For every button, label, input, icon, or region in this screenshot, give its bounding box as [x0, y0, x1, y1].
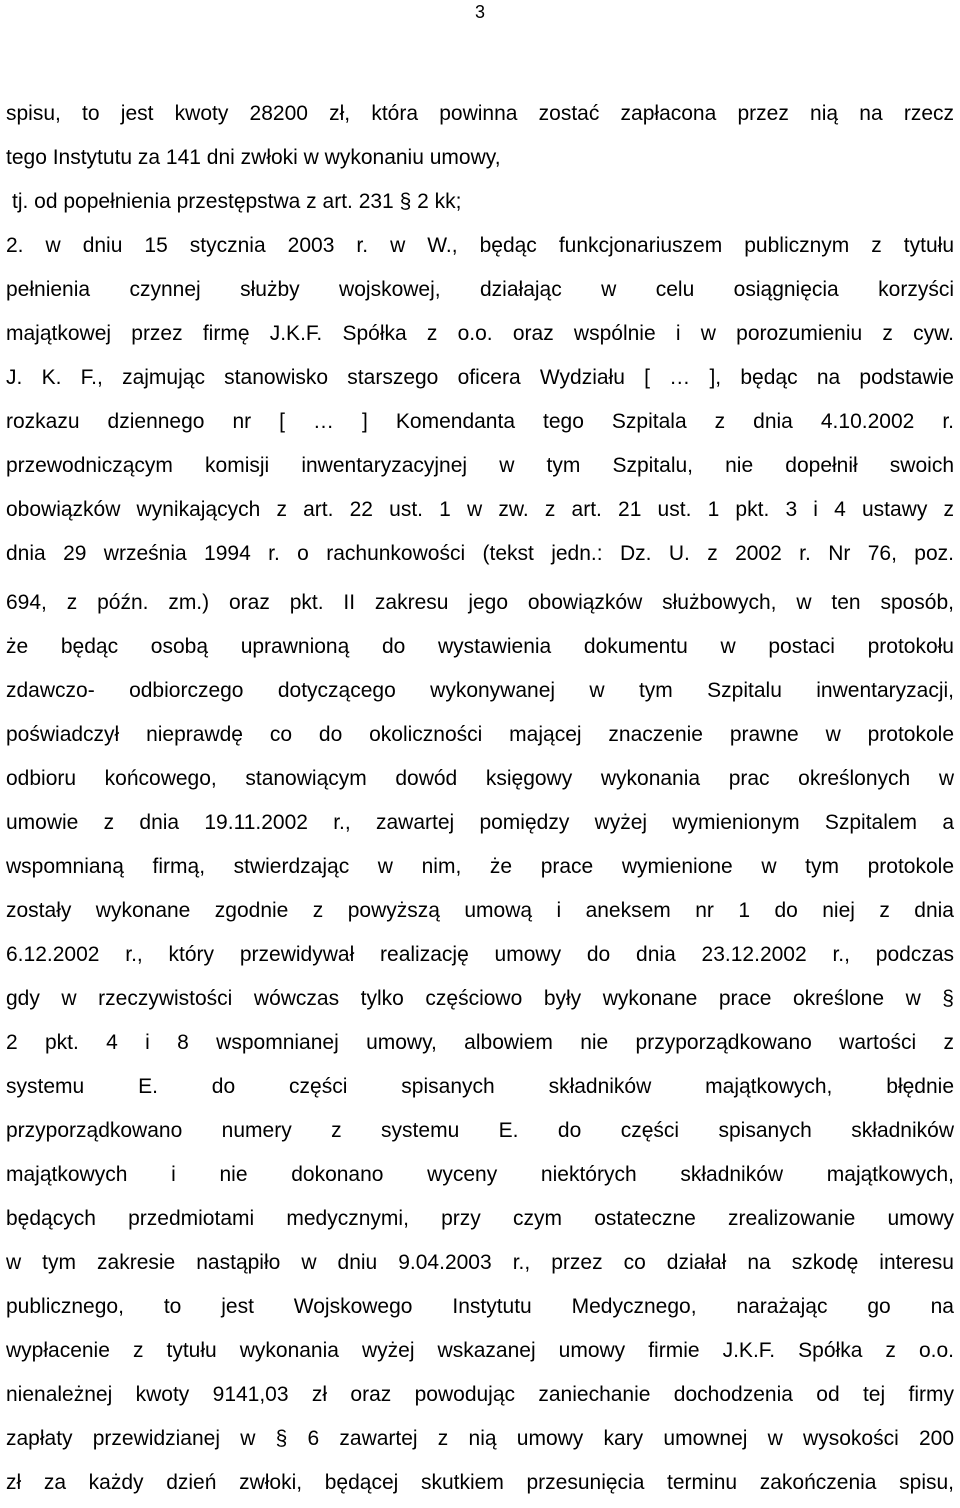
body-line: wspomnianą firmą, stwierdzając w nim, że prace wymienione w tym protokole [6, 855, 954, 878]
body-line: 6.12.2002 r., który przewidywał realizację umowy do dnia 23.12.2002 r., podczas [6, 943, 954, 966]
body-line: będących przedmiotami medycznymi, przy czym ostateczne zrealizowanie umowy [6, 1207, 954, 1230]
body-line: majątkowej przez firmę J.K.F. Spółka z o.o. oraz wspólnie i w porozumieniu z cyw. [6, 322, 954, 345]
body-line: tj. od popełnienia przestępstwa z art. 231 § 2 kk; [12, 190, 462, 213]
body-line: tego Instytutu za 141 dni zwłoki w wykonaniu umowy, [6, 146, 501, 169]
body-line: zostały wykonane zgodnie z powyższą umową i aneksem nr 1 do niej z dnia [6, 899, 954, 922]
page-number: 3 [474, 2, 485, 22]
body-line: przyporządkowano numery z systemu E. do części spisanych składników [6, 1119, 954, 1142]
body-line: zł za każdy dzień zwłoki, będącej skutkiem przesunięcia terminu zakończenia spisu, [6, 1471, 954, 1494]
body-line: wypłacenie z tytułu wykonania wyżej wskazanej umowy firmie J.K.F. Spółka z o.o. [6, 1339, 954, 1362]
body-line: dnia 29 września 1994 r. o rachunkowości (tekst jedn.: Dz. U. z 2002 r. Nr 76, poz. [6, 542, 954, 565]
body-line: pełnienia czynnej służby wojskowej, działając w celu osiągnięcia korzyści [6, 278, 954, 301]
body-line: gdy w rzeczywistości wówczas tylko częściowo były wykonane prace określone w § [6, 987, 954, 1010]
body-line: rozkazu dziennego nr [ … ] Komendanta tego Szpitala z dnia 4.10.2002 r. [6, 410, 954, 433]
body-line: umowie z dnia 19.11.2002 r., zawartej pomiędzy wyżej wymienionym Szpitalem a [6, 811, 954, 834]
body-line: 2. w dniu 15 stycznia 2003 r. w W., będąc funkcjonariuszem publicznym z tytułu [6, 234, 954, 257]
body-line: 694, z późn. zm.) oraz pkt. II zakresu jego obowiązków służbowych, w ten sposób, [6, 591, 954, 614]
body-line: publicznego, to jest Wojskowego Instytutu Medycznego, narażając go na [6, 1295, 954, 1318]
body-line: J. K. F., zajmując stanowisko starszego oficera Wydziału [ … ], będąc na podstawie [6, 366, 954, 389]
body-line: systemu E. do części spisanych składników majątkowych, błędnie [6, 1075, 954, 1098]
body-line: zapłaty przewidzianej w § 6 zawartej z nią umowy kary umownej w wysokości 200 [6, 1427, 954, 1450]
body-line: zdawczo- odbiorczego dotyczącego wykonywanej w tym Szpitalu inwentaryzacji, [6, 679, 954, 702]
body-line: spisu, to jest kwoty 28200 zł, która powinna zostać zapłacona przez nią na rzecz [6, 102, 954, 125]
body-line: majątkowych i nie dokonano wyceny niektórych składników majątkowych, [6, 1163, 954, 1186]
body-line: nienależnej kwoty 9141,03 zł oraz powodując zaniechanie dochodzenia od tej firmy [6, 1383, 954, 1406]
body-line: poświadczył nieprawdę co do okoliczności mającej znaczenie prawne w protokole [6, 723, 954, 746]
body-line: 2 pkt. 4 i 8 wspomnianej umowy, albowiem nie przyporządkowano wartości z [6, 1031, 954, 1054]
body-line: odbioru końcowego, stanowiącym dowód księgowy wykonania prac określonych w [6, 767, 954, 790]
body-line: przewodniczącym komisji inwentaryzacyjnej w tym Szpitalu, nie dopełnił swoich [6, 454, 954, 477]
body-line: obowiązków wynikających z art. 22 ust. 1 w zw. z art. 21 ust. 1 pkt. 3 i 4 ustawy z [6, 498, 954, 521]
body-line: w tym zakresie nastąpiło w dniu 9.04.2003 r., przez co działał na szkodę interesu [6, 1251, 954, 1274]
body-line: że będąc osobą uprawnioną do wystawienia dokumentu w postaci protokołu [6, 635, 954, 658]
